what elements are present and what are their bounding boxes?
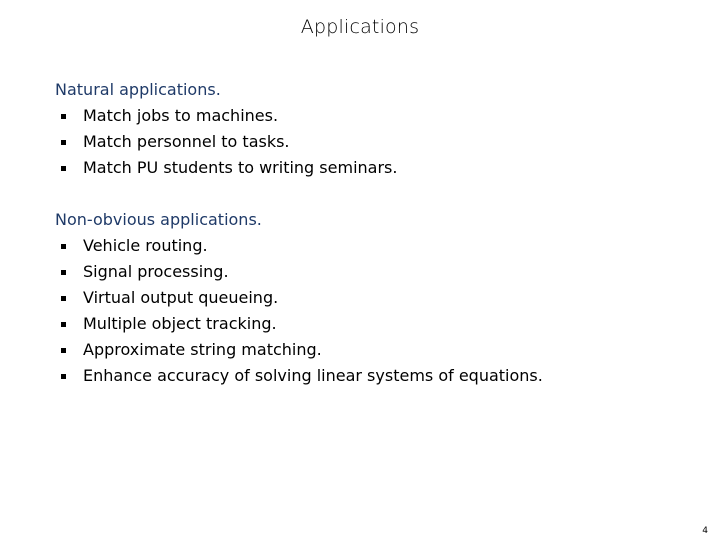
- list-item-text: Approximate string matching.: [83, 340, 322, 359]
- section-non-obvious-applications: [55, 207, 695, 389]
- list-item-text: Match PU students to writing seminars.: [83, 158, 398, 177]
- list-item: [55, 337, 695, 363]
- list-item: [55, 155, 695, 181]
- list-item: [55, 259, 695, 285]
- square-bullet-icon: [61, 244, 66, 249]
- square-bullet-icon: [61, 140, 66, 145]
- bullet-list: [55, 103, 695, 181]
- page-number: 4: [702, 526, 708, 536]
- list-item: [55, 311, 695, 337]
- section-heading: Natural applications.: [55, 80, 221, 99]
- list-item-text: Multiple object tracking.: [83, 314, 277, 333]
- list-item: [55, 285, 695, 311]
- square-bullet-icon: [61, 296, 66, 301]
- list-item-text: Vehicle routing.: [83, 236, 208, 255]
- square-bullet-icon: [61, 374, 66, 379]
- list-item-text: Match personnel to tasks.: [83, 132, 290, 151]
- square-bullet-icon: [61, 114, 66, 119]
- bullet-list: [55, 233, 695, 389]
- square-bullet-icon: [61, 270, 66, 275]
- list-item: [55, 363, 695, 389]
- list-item-text: Enhance accuracy of solving linear systems of equations.: [83, 366, 543, 385]
- section-heading: Non-obvious applications.: [55, 210, 262, 229]
- list-item-text: Match jobs to machines.: [83, 106, 279, 125]
- list-item: [55, 129, 695, 155]
- list-item: [55, 103, 695, 129]
- list-item: [55, 233, 695, 259]
- list-item-text: Signal processing.: [83, 262, 229, 281]
- slide-title: Applications: [300, 16, 420, 38]
- list-item-text: Virtual output queueing.: [83, 288, 279, 307]
- square-bullet-icon: [61, 322, 66, 327]
- square-bullet-icon: [61, 166, 66, 171]
- section-natural-applications: [55, 77, 695, 181]
- square-bullet-icon: [61, 348, 66, 353]
